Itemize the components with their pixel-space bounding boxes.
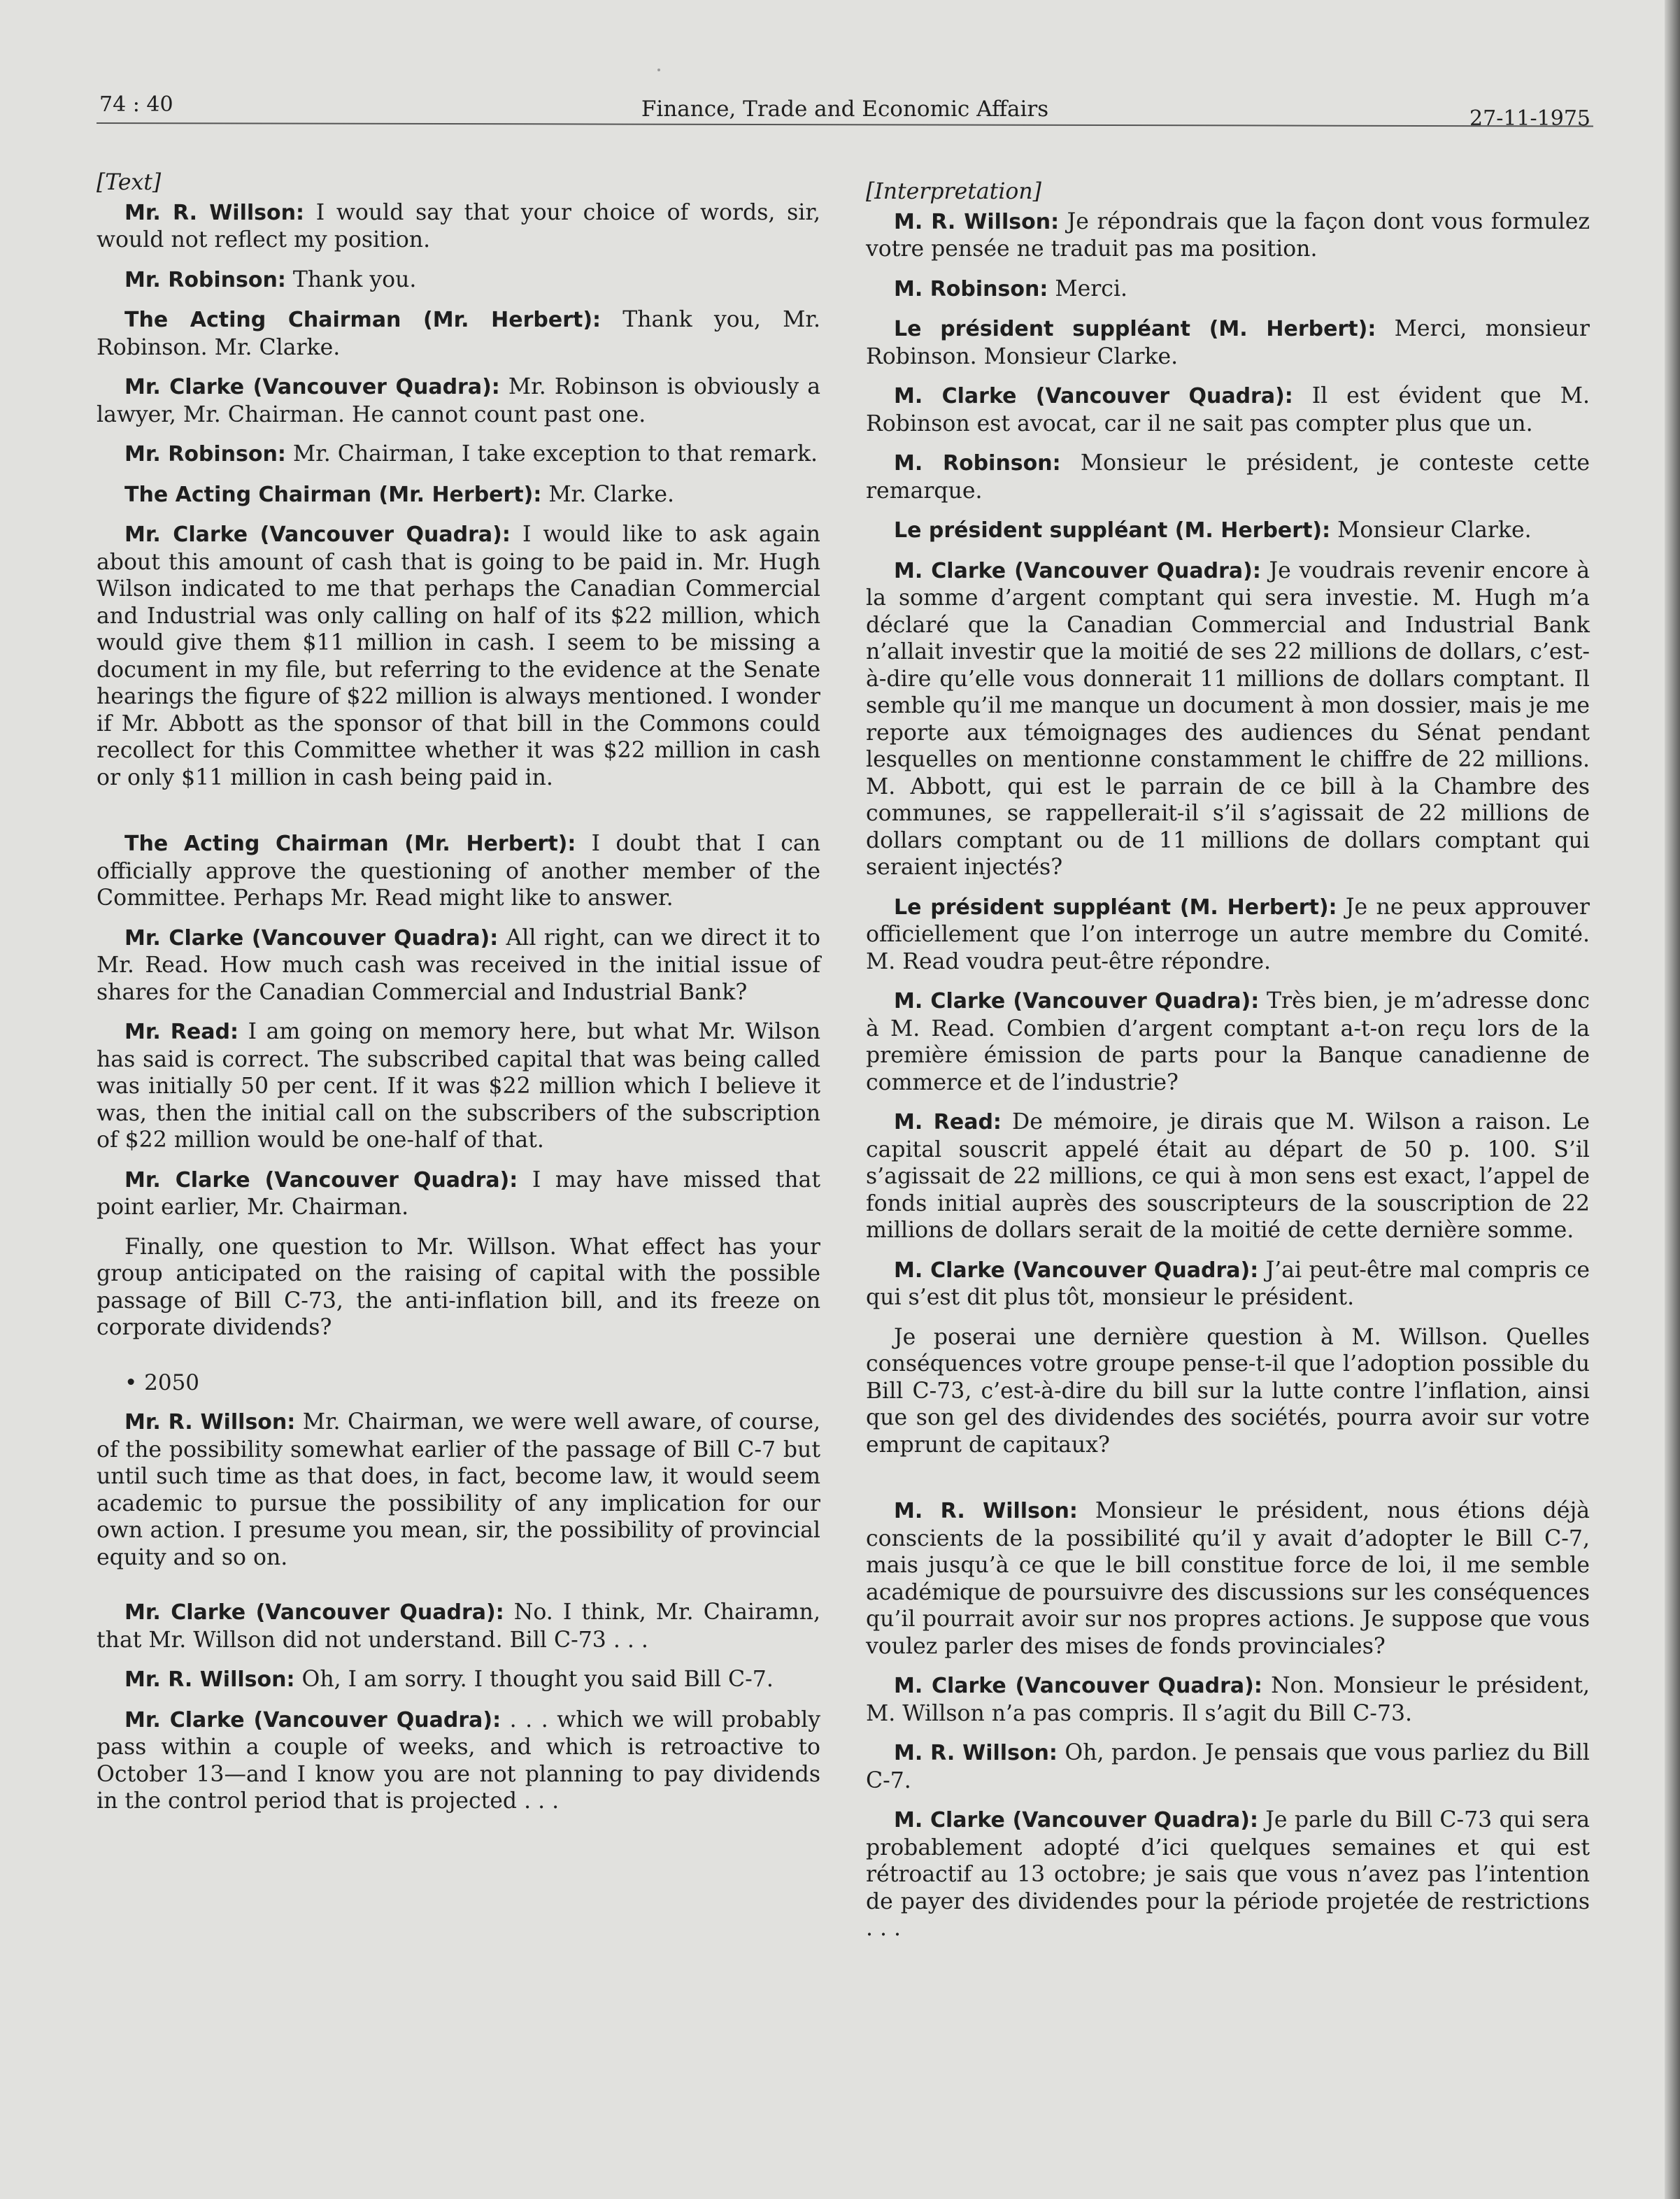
- speaker: Mr. R. Willson:: [124, 1410, 296, 1435]
- paragraph: [866, 1672, 1590, 1727]
- speech: Je ne peux approuver officiellement que l’on interroge un autre membre du Comité. M. Read voudra peut-être répondre.: [866, 894, 1590, 974]
- speech: Monsieur le président, je conteste cette remarque.: [866, 450, 1590, 504]
- speech: Il est évident que M. Robinson est avocat, car il ne sait pas compter plus que un.: [866, 383, 1590, 436]
- print-speck: [657, 69, 660, 71]
- spacer: [97, 1354, 820, 1369]
- paragraph: [97, 199, 820, 254]
- speech: J’ai peut-être mal compris ce qui s’est dit plus tôt, monsieur le président.: [866, 1257, 1590, 1310]
- speaker: M. R. Willson:: [894, 209, 1060, 234]
- paragraph: [866, 315, 1590, 370]
- paragraph: [866, 894, 1590, 976]
- speaker: M. Robinson:: [894, 451, 1061, 476]
- speech: I doubt that I can officially approve the questioning of another member of the Committee. Perhaps Mr. Read might like to answer.: [97, 831, 820, 911]
- speaker: Mr. Clarke (Vancouver Quadra):: [124, 925, 499, 951]
- paragraph: [97, 925, 820, 1006]
- spacer: [97, 804, 820, 830]
- speech: Je répondrais que la façon dont vous formulez votre pensée ne traduit pas ma position.: [866, 208, 1590, 262]
- speaker: M. Robinson:: [894, 276, 1048, 301]
- speaker: Mr. R. Willson:: [124, 200, 304, 225]
- speech: I would say that your choice of words, sir, would not reflect my position.: [97, 199, 820, 252]
- speaker: Mr. Clarke (Vancouver Quadra):: [124, 1167, 518, 1193]
- speech: Non. Monsieur le président, M. Willson n’a pas compris. Il s’agit du Bill C-73.: [866, 1673, 1590, 1726]
- speaker: Mr. Clarke (Vancouver Quadra):: [124, 375, 500, 399]
- binding-edge: [1665, 0, 1680, 2199]
- speech: Monsieur le président, nous étions déjà conscients de la possibilité qu’il y avait d’adopter le Bill C-7, mais jusqu’à ce que le bill constitue force de loi, il me semble académique de poursuivre des discussions sur les conséquences qu’il pourrait avoir sur nos propres actions. Je suppose que vous voulez parler des mises de fonds provinciales?: [866, 1498, 1590, 1659]
- speech: All right, can we direct it to Mr. Read. How much cash was received in the initial issue of shares for the Canadian Commercial and Industrial Bank?: [97, 925, 820, 1005]
- paragraph: [97, 521, 820, 791]
- paragraph: [97, 266, 820, 294]
- speech: Merci.: [1048, 276, 1128, 301]
- speech: Merci, monsieur Robinson. Monsieur Clarke.: [866, 316, 1590, 369]
- french-column: [866, 178, 1590, 1955]
- speaker: The Acting Chairman (Mr. Herbert):: [124, 308, 601, 332]
- paragraph: [97, 1409, 820, 1571]
- paragraph: [866, 517, 1590, 545]
- paragraph: [97, 1707, 820, 1815]
- speaker: M. Read:: [894, 1110, 1002, 1134]
- paragraph: [866, 1497, 1590, 1660]
- page-number: 74 : 40: [99, 92, 173, 117]
- speaker: M. Clarke (Vancouver Quadra):: [894, 384, 1293, 408]
- speech: Je poserai une dernière question à M. Willson. Quelles conséquences votre groupe pense-t-il que l’adoption possible du Bill C-73, c’est-à-dire du bill sur la lutte contre l’inflation, ainsi que son gel des dividendes des sociétés, pourra avoir sur votre emprunt de capitaux?: [866, 1324, 1590, 1458]
- paragraph: [866, 988, 1590, 1096]
- paragraph: [97, 481, 820, 509]
- paragraph: [97, 1018, 820, 1154]
- speech: I am going on memory here, but what Mr. Wilson has said is correct. The subscribed capital that was being called was initially 50 per cent. If it was $22 million which I believe it was, then the initial call on the subscribers of the subscription of $22 million would be one-half of that.: [97, 1019, 820, 1153]
- speaker: Mr. Read:: [124, 1020, 239, 1044]
- speaker: M. R. Willson:: [894, 1499, 1078, 1523]
- speaker: Mr. Clarke (Vancouver Quadra):: [124, 522, 511, 547]
- paragraph: [97, 830, 820, 912]
- speech: Mr. Robinson is obviously a lawyer, Mr. Chairman. He cannot count past one.: [97, 374, 820, 427]
- paragraph: [866, 1109, 1590, 1244]
- speech: Thank you.: [285, 266, 417, 292]
- speech: Monsieur Clarke.: [1330, 518, 1532, 543]
- speech: . . . which we will probably pass within a couple of weeks, and which is retroactive to October 13—and I know you are not planning to pay dividends in the control period that is projected . . .: [97, 1707, 820, 1814]
- paragraph: [97, 306, 820, 361]
- speech: No. I think, Mr. Chairamn, that Mr. Willson did not understand. Bill C-73 . . .: [97, 1600, 820, 1653]
- speech: Je parle du Bill C-73 qui sera probablement adopté d’ici quelques semaines et qui est rétroactif au 13 octobre; je sais que vous n’avez pas l’intention de payer des dividendes pour la période projetée de restrictions . . .: [866, 1807, 1590, 1941]
- speech: Je voudrais revenir encore à la somme d’argent comptant qui sera investie. M. Hugh m’a déclaré que la Canadian Commercial and Industrial Bank n’allait investir que la moitié de ses 22 millions de dollars, c’est-à-dire qu’elle vous donnerait 11 millions de dollars comptant. Il semble qu’il me manque un document à mon dossier, mais je me reporte aux témoignages des audiences du Sénat pendant lesquelles on mentionne constamment le chiffre de 22 millions. M. Abbott, qui est le parrain de ce bill à la Chambre des communes, se rappellerait-il s’il s’agissait de 22 millions de dollars comptant ou de 11 millions de dollars comptant qui seraient injectés?: [866, 557, 1590, 880]
- speech: Finally, one question to Mr. Willson. What effect has your group anticipated on the raising of capital with the possible passage of Bill C-73, the anti-inflation bill, and its freeze on corporate dividends?: [97, 1234, 820, 1340]
- speaker: Le président suppléant (M. Herbert):: [894, 895, 1337, 920]
- section-label: [Text]: [97, 170, 162, 195]
- paragraph: [866, 208, 1590, 263]
- speaker: M. R. Willson:: [894, 1741, 1058, 1765]
- paragraph: [866, 276, 1590, 304]
- paragraph: [97, 1234, 820, 1342]
- paragraph: [97, 1167, 820, 1221]
- speaker: M. Clarke (Vancouver Quadra):: [894, 558, 1261, 583]
- speaker: Mr. Clarke (Vancouver Quadra):: [124, 1600, 504, 1625]
- speaker: Le président suppléant (M. Herbert):: [894, 518, 1331, 543]
- section-label: [Interpretation]: [866, 179, 1041, 204]
- speaker: The Acting Chairman (Mr. Herbert):: [124, 832, 576, 856]
- paragraph: [866, 1739, 1590, 1794]
- speech: Oh, pardon. Je pensais que vous parliez du Bill C-7.: [866, 1740, 1590, 1793]
- paragraph: [866, 1324, 1590, 1459]
- speaker: M. Clarke (Vancouver Quadra):: [894, 1808, 1258, 1832]
- paragraph: [866, 1257, 1590, 1311]
- speaker: Mr. Robinson:: [124, 442, 286, 467]
- speaker: M. Clarke (Vancouver Quadra):: [894, 1674, 1262, 1698]
- spacer: [866, 1471, 1590, 1497]
- paragraph: [97, 1599, 820, 1653]
- speaker: Mr. R. Willson:: [124, 1667, 295, 1692]
- speaker: M. Clarke (Vancouver Quadra):: [894, 989, 1260, 1013]
- speaker: Mr. Clarke (Vancouver Quadra):: [124, 1707, 501, 1732]
- speech: Mr. Clarke.: [541, 481, 675, 507]
- speech: I would like to ask again about this amount of cash that is going to be paid in. Mr. Hugh Wilson indicated to me that perhaps the Canadian Commercial and Industrial was only calling on half of its $22 million, which would give them $11 million in cash. I seem to be missing a document in my file, but referring to the evidence at the Senate hearings the figure of $22 million is always mentioned. I wonder if Mr. Abbott as the sponsor of that bill in the Commons could recollect for this Committee whether it was $22 million in cash or only $11 million in cash being paid in.: [97, 522, 820, 790]
- paragraph: [97, 373, 820, 428]
- paragraph: [866, 557, 1590, 881]
- page-date: 27-11-1975: [1469, 106, 1590, 131]
- speech: Très bien, je m’adresse donc à M. Read. Combien d’argent comptant a-t-on reçu lors de la première émission de parts pour la Banque canadienne de commerce et de l’industrie?: [866, 988, 1590, 1095]
- speech: Oh, I am sorry. I thought you said Bill C-7.: [294, 1667, 774, 1692]
- speaker: Le président suppléant (M. Herbert):: [894, 317, 1376, 341]
- speech: Mr. Chairman, I take exception to that remark.: [285, 441, 818, 467]
- paragraph: [866, 383, 1590, 437]
- speaker: M. Clarke (Vancouver Quadra):: [894, 1258, 1259, 1283]
- paragraph: [97, 1666, 820, 1694]
- speech: Mr. Chairman, we were well aware, of course, of the possibility somewhat earlier of the passage of Bill C-7 but until such time as that does, in fact, become law, it would seem academic to pursue the possibility of any implication for our own action. I presume you mean, sir, the possibility of provincial equity and so on.: [97, 1409, 820, 1570]
- paragraph: [97, 441, 820, 469]
- speaker: Mr. Robinson:: [124, 267, 286, 292]
- paragraph: [866, 1807, 1590, 1942]
- english-column: [97, 169, 820, 1828]
- paragraph: [866, 450, 1590, 504]
- time-marker: • 2050: [124, 1369, 200, 1395]
- speech: Thank you, Mr. Robinson. Mr. Clarke.: [97, 307, 821, 360]
- speech: De mémoire, je dirais que M. Wilson a raison. Le capital souscrit appelé était au départ de 50 p. 100. S’il s’agissait de 22 millions, ce qui à mon sens est exact, l’appel de fonds initial auprès des souscripteurs de la souscription de 22 millions de dollars serait de la moitié de cette dernière somme.: [866, 1109, 1590, 1243]
- speaker: The Acting Chairman (Mr. Herbert):: [124, 482, 542, 507]
- page-title: Finance, Trade and Economic Affairs: [641, 97, 1049, 122]
- speech: I may have missed that point earlier, Mr. Chairman.: [97, 1167, 820, 1220]
- spacer: [97, 1584, 820, 1599]
